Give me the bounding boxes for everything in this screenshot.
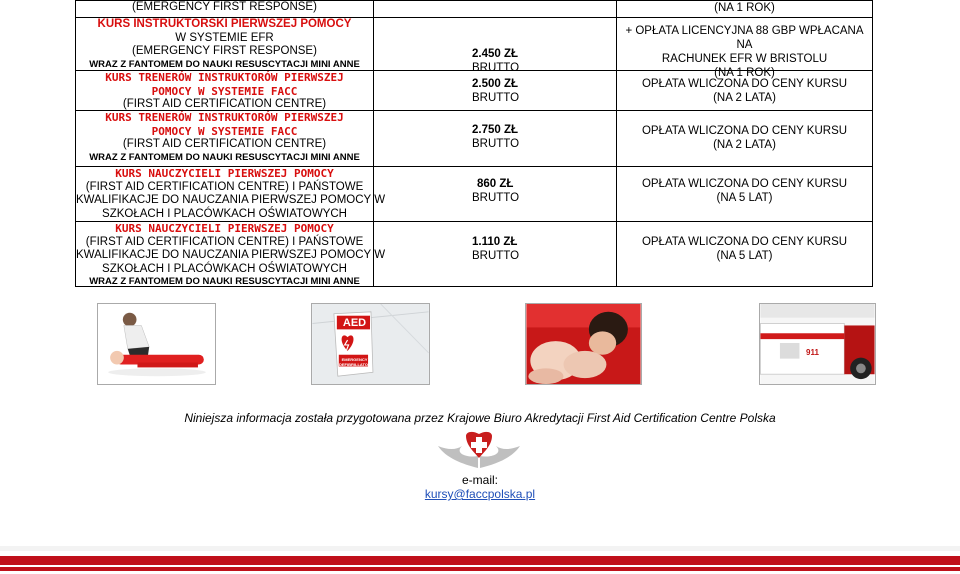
course-title: POMOCY W SYSTEMIE FACC	[151, 124, 298, 138]
course-line: W SYSTEMIE EFR	[175, 31, 274, 44]
course-title: POMOCY W SYSTEMIE FACC	[151, 84, 298, 98]
fee-line: (NA 1 ROK)	[714, 2, 775, 14]
table-row	[374, 222, 616, 287]
footer-bar-red-thin	[0, 567, 960, 571]
infant-cpr-photo	[525, 303, 642, 385]
fee-line: (NA 2 LATA)	[713, 139, 776, 151]
cpr-training-photo	[97, 303, 216, 385]
table-row	[374, 18, 616, 74]
course-line: (FIRST AID CERTIFICATION CENTRE) I PAŃSTOWE	[85, 235, 364, 248]
table-row	[76, 167, 386, 222]
table-row	[76, 18, 373, 71]
course-line: (EMERGENCY FIRST RESPONSE)	[132, 1, 317, 13]
footer-bar-light	[0, 546, 960, 551]
email-label: e-mail:	[461, 473, 498, 487]
fee-line: (NA 1 ROK)	[714, 67, 775, 79]
price-suffix: BRUTTO	[472, 250, 520, 262]
course-addon: WRAZ Z FANTOMEM DO NAUKI RESUSCYTACJI MINI ANNE	[89, 151, 360, 163]
course-line: SZKOŁACH I PLACÓWKACH OŚWIATOWYCH	[102, 207, 347, 220]
table-row	[617, 1, 872, 18]
course-line: KWALIFIKACJE DO NAUCZANIA PIERWSZEJ POMOCY W	[76, 249, 386, 262]
facc-logo	[436, 428, 522, 473]
winged-cross-icon	[436, 428, 522, 473]
course-line: (FIRST AID CERTIFICATION CENTRE) I PAŃSTOWE	[85, 180, 364, 193]
fee-line: RACHUNEK EFR W BRISTOLU	[661, 53, 828, 65]
fire-truck-illustration	[760, 304, 875, 384]
table-row	[617, 111, 872, 167]
price-suffix: BRUTTO	[472, 138, 520, 150]
price-value: 2.450 ZŁ	[472, 48, 519, 60]
course-line: SZKOŁACH I PLACÓWKACH OŚWIATOWYCH	[102, 262, 347, 275]
table-row	[374, 111, 616, 167]
course-addon: WRAZ Z FANTOMEM DO NAUKI RESUSCYTACJI MINI ANNE	[89, 58, 360, 70]
table-row	[617, 167, 872, 222]
fee-line: OPŁATA WLICZONA DO CENY KURSU	[641, 125, 848, 137]
course-title: KURS INSTRUKTORSKI PIERWSZEJ POMOCY	[97, 18, 352, 30]
fee-line: (NA 5 LAT)	[716, 192, 773, 204]
aed-sign-text: AED	[342, 317, 367, 329]
course-title: KURS TRENERÓW INSTRUKTORÓW PIERWSZEJ	[105, 71, 344, 84]
price-value: 860 ZŁ	[477, 178, 514, 190]
course-addon: WRAZ Z FANTOMEM DO NAUKI RESUSCYTACJI MINI ANNE	[89, 276, 360, 288]
aed-sign-photo	[311, 303, 430, 385]
fee-column	[617, 1, 872, 286]
price-value: 2.750 ZŁ	[472, 124, 519, 136]
price-value: 1.110 ZŁ	[472, 236, 518, 248]
truck-number: 911	[806, 348, 819, 357]
table-row	[76, 1, 373, 18]
price-suffix: BRUTTO	[472, 92, 520, 104]
course-line: (FIRST AID CERTIFICATION CENTRE)	[122, 138, 327, 151]
course-line: (FIRST AID CERTIFICATION CENTRE)	[122, 98, 327, 111]
table-row	[374, 71, 616, 111]
aed-sign-subtext: EMERGENCY DEFIBRILLATOR	[339, 357, 371, 367]
course-title: KURS TRENERÓW INSTRUKTORÓW PIERWSZEJ	[105, 111, 344, 124]
course-column	[76, 1, 386, 288]
fee-line: + OPŁATA LICENCYJNA 88 GBP WPŁACANA NA	[625, 25, 864, 51]
course-title: KURS NAUCZYCIELI PIERWSZEJ POMOCY	[115, 167, 334, 180]
course-title: KURS NAUCZYCIELI PIERWSZEJ POMOCY	[115, 222, 334, 235]
course-line: KWALIFIKACJE DO NAUCZANIA PIERWSZEJ POMOCY W	[76, 194, 386, 207]
info-note: Niniejsza informacja została przygotowana przez Krajowe Biuro Akredytacji First Aid Certification Centre Polska	[184, 411, 776, 425]
fee-line: (NA 5 LAT)	[716, 250, 773, 262]
table-row	[76, 111, 373, 167]
table-row	[374, 1, 616, 18]
footer-bar-red	[0, 556, 960, 565]
price-column	[374, 1, 617, 286]
table-row	[617, 71, 872, 111]
fee-line: OPŁATA WLICZONA DO CENY KURSU	[641, 78, 848, 90]
pricing-table	[75, 0, 873, 287]
table-row	[374, 167, 616, 222]
price-suffix: BRUTTO	[472, 192, 520, 204]
table-row	[76, 71, 373, 111]
price-value: 2.500 ZŁ	[472, 78, 519, 90]
cpr-training-illustration	[98, 304, 215, 384]
fee-line: OPŁATA WLICZONA DO CENY KURSU	[641, 236, 848, 248]
price-suffix: BRUTTO	[472, 62, 520, 74]
table-row	[617, 18, 872, 79]
email-link[interactable]: kursy@faccpolska.pl	[424, 487, 536, 501]
table-row	[76, 222, 386, 288]
fee-line: (NA 2 LATA)	[713, 92, 776, 104]
fee-line: OPŁATA WLICZONA DO CENY KURSU	[641, 178, 848, 190]
infant-cpr-illustration	[526, 304, 641, 384]
table-row	[617, 222, 872, 287]
course-line: (EMERGENCY FIRST RESPONSE)	[132, 45, 317, 58]
fire-truck-photo	[759, 303, 876, 385]
